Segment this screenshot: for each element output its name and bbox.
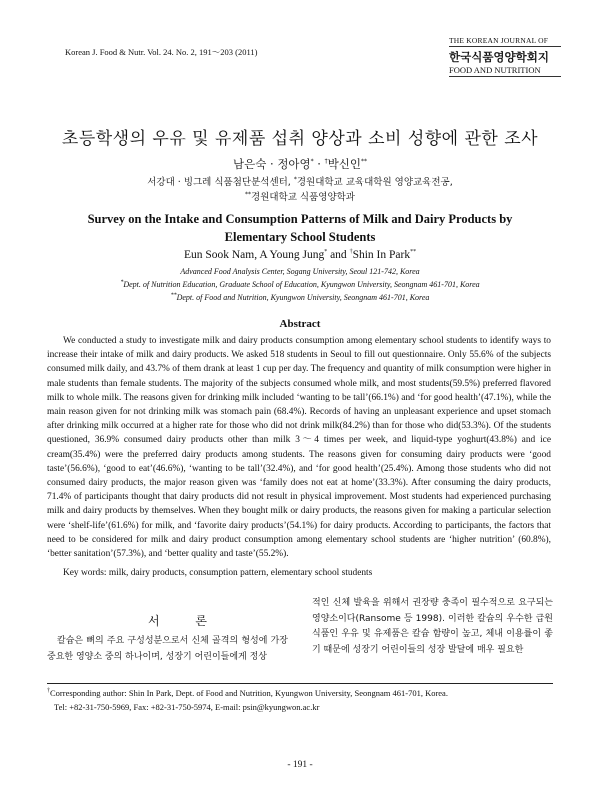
corresponding-mark: † — [47, 688, 50, 695]
title-english-line1: Survey on the Intake and Consumption Patterns of Milk and Dairy Products by — [87, 212, 513, 226]
abstract-body — [47, 334, 551, 561]
author-2-kr: 정아영 — [277, 157, 311, 171]
abstract-text: We conducted a study to investigate milk and dairy products consumption among elementary school students to identify ways to increase their intake of milk and dairy products. We asked 518 students in Seoul to fill out questionnaire. Only 55.6% of the subjects consumed milk daily, and 43.7% of them drank at least 1 cup per day. The frequency and quantity of milk consumption were higher in male students than female students. The majority of the subjects consumed whole milk, and most students(59.5%) preferred flavored milk to whole milk. The reasons given for drinking milk included ‘wanting to be tall’(66.1%) and ‘for good health’(47.1%), while the main reason given for not drinking milk was stomach pain (68.4%). Records of having an unpleasant experience and upset stomach after drinking milk occurred at a higher rate for those who did not drink milk(84.2%) than for those who did(53.3%). Of the students questioned, 36.9% consumed dairy products other than milk 3～4 times per week, and liquid-type yoghurt(43.8%) and ice cream(35.4%) were the preferred dairy products among students. The reasons given for consuming dairy products were ‘good taste’(56.6%), ‘good to eat’(46.6%), ‘wanting to be tall’(32.4%), and ‘for good health’(25.4%). Among those students who did not consumed dairy products, the major reason given was ‘family does not eat at home’(33.3%). After consuming the dairy products, 71.4% of participants thought that dairy products did not result in physical improvement. Most students had experienced purchasing milk and dairy products by themselves. When they bought milk or dairy products, the reasons given for making a particular selection were ‘shelf-life’(61.6%) for milk, and ‘favorite dairy products’(54.1%) for dairy products. According to participants, the factors that need to be considered for milk and dairy product consumption among elementary school students are ‘higher nutrition’ (60.8%), ‘better sanitation’(57.3%), and ‘better quality and taste’(55.2%). — [47, 336, 551, 560]
intro-paragraph-right: 적인 신체 발육을 위해서 권장량 충족이 필수적으로 요구되는 영양소이다(Ransome 등 1998). 이러한 칼슘의 우수한 급원 식품인 우유 및 유제품은 칼슘 함량이 높고, 체내 이용률이 좋기 때문에 성장기 어린이들의 성장 발달에 매우 필요한 — [312, 598, 553, 655]
affiliation-kr-line1 — [0, 174, 600, 188]
footnote-line2: Tel: +82-31-750-5969, Fax: +82-31-750-5974, E-mail: psin@kyungwon.ac.kr — [54, 702, 320, 712]
author-2-mark: * — [324, 249, 328, 256]
affiliation-en-line1: Advanced Food Analysis Center, Sogang University, Seoul 121-742, Korea — [180, 267, 420, 276]
intro-paragraph-left: 칼슘은 뼈의 주요 구성성분으로서 신체 골격의 형성에 가장 중요한 영양소 중의 하나이며, 성장기 어린이들에게 정상 — [47, 636, 288, 662]
journal-name-en-top: THE KOREAN JOURNAL OF — [449, 36, 561, 47]
author-3-mark: ** — [360, 158, 367, 166]
keywords: Key words: milk, dairy products, consumption pattern, elementary school students — [63, 568, 373, 578]
author-3-mark: ** — [410, 249, 417, 256]
affiliation-mark: * — [120, 279, 124, 286]
journal-citation: Korean J. Food & Nutr. Vol. 24. No. 2, 191～203 (2011) — [65, 47, 258, 57]
affiliation-kr-3: 경원대학교 식품영양학과 — [251, 192, 355, 203]
affiliation-en-line2 — [0, 280, 600, 289]
affiliation-en-3: Dept. of Food and Nutrition, Kyungwon University, Seongnam 461-701, Korea — [176, 293, 430, 302]
journal-name-en-bottom: FOOD AND NUTRITION — [449, 65, 561, 77]
and-text: and — [327, 249, 350, 261]
footnote-line1 — [47, 686, 557, 700]
authors-en-1-2: Eun Sook Nam, A Young Jung — [183, 249, 325, 261]
affiliation-mark: * — [293, 175, 297, 183]
affiliation-en-line3 — [0, 293, 600, 302]
corresponding-mark: † — [324, 158, 328, 166]
abstract-heading: Abstract — [279, 318, 321, 330]
title-english-line2: Elementary School Students — [224, 230, 376, 244]
affiliation-mark: ** — [245, 190, 252, 198]
author-3-en: Shin In Park — [352, 249, 411, 261]
section-heading-introduction: 서 론 — [148, 614, 223, 628]
page-number: - 191 - — [287, 760, 313, 770]
authors-korean — [0, 156, 600, 172]
journal-name-kr: 한국식품영양학회지 — [449, 50, 549, 64]
footnote-divider — [47, 683, 553, 684]
affiliation-kr-2: 경원대학교 교육대학원 영양교육전공, — [296, 177, 453, 188]
separator: · — [266, 157, 278, 171]
corresponding-mark: † — [349, 249, 353, 256]
intro-column-right — [312, 596, 553, 658]
affiliation-kr-1: 서강대 · 빙그레 식품첨단분석센터, — [147, 177, 294, 188]
authors-english — [0, 249, 600, 261]
intro-column-left — [47, 634, 288, 665]
title-korean: 초등학생의 우유 및 유제품 섭취 양상과 소비 성향에 관한 조사 — [61, 129, 539, 149]
author-1-kr: 남은숙 — [233, 157, 267, 171]
title-english — [60, 210, 540, 246]
affiliation-mark: ** — [170, 292, 177, 299]
affiliation-en-2: Dept. of Nutrition Education, Graduate School of Education, Kyungwon University, Seongnam 461-701, Korea — [123, 280, 480, 289]
footnote — [47, 686, 557, 714]
journal-masthead — [449, 36, 561, 77]
footnote-author: Corresponding author: Shin In Park, Dept. of Food and Nutrition, Kyungwon University, Seongnam 461-701, Korea. — [50, 688, 448, 698]
author-2-mark: * — [310, 158, 314, 166]
author-3-kr: 박신인 — [327, 157, 361, 171]
affiliation-kr-line2 — [0, 189, 600, 203]
separator: · — [313, 157, 325, 171]
